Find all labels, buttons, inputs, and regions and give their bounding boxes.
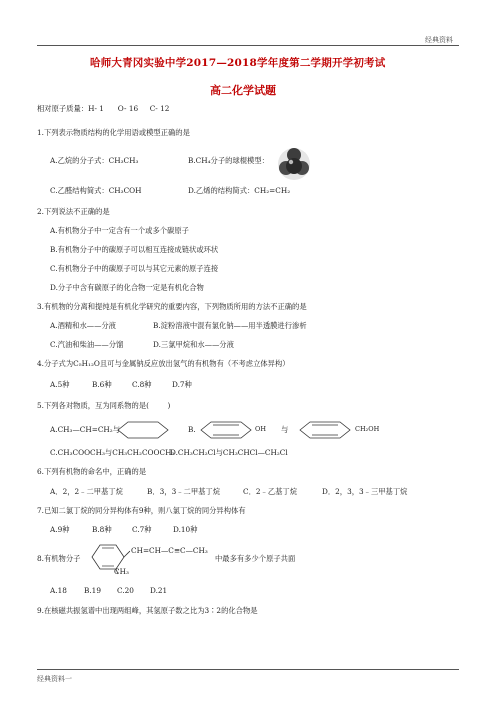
question-2-option-c: C.有机物分子中的碳原子可以与其它元素的原子连接 xyxy=(50,264,219,273)
footer-rule xyxy=(37,669,459,670)
benzyl-ch2oh-label: CH₂OH xyxy=(355,425,380,433)
footer-label: 经典资料一 xyxy=(37,675,72,683)
question-3-option-a: A.酒精和水——分液 xyxy=(50,321,116,330)
question-3-option-d: D.三氯甲烷和水——分液 xyxy=(153,340,234,349)
question-2-option-d: D.分子中含有碳原子的化合物一定是有机化合物 xyxy=(50,283,204,292)
q8-methyl-group: CH₃ xyxy=(114,567,129,576)
question-3-stem: 3.有机物的分离和提纯是有机化学研究的重要内容，下列物质所用的方法不正确的是 xyxy=(37,302,307,311)
question-8-stem-suffix: 中最多有多少个原子共面 xyxy=(215,554,296,563)
header-label: 经典资料 xyxy=(425,36,453,44)
question-1-option-a: A.乙烷的分子式：CH₃CH₃ xyxy=(50,156,139,165)
atomic-mass-line: 相对原子质量：H- 1 O- 16 C- 12 xyxy=(37,104,170,113)
question-7-option-a: A.9种 xyxy=(50,525,70,534)
question-4-stem: 4.分子式为C₅H₁₂O且可与金属钠反应放出氢气的有机物有（不考虑立体异构） xyxy=(37,359,290,368)
question-2-option-b: B.有机物分子中的碳原子可以相互连接成链状或环状 xyxy=(50,245,219,254)
question-8-stem-prefix: 8.有机物分子 xyxy=(37,554,81,563)
question-6-stem: 6.下列有机物的命名中，正确的是 xyxy=(37,467,147,476)
question-1-stem: 1.下列表示物质结构的化学用语或模型正确的是 xyxy=(37,128,190,137)
cyclohexane-structure xyxy=(116,420,170,440)
question-4-option-a: A.5种 xyxy=(50,380,70,389)
question-1-option-d: D.乙烯的结构简式：CH₂=CH₂ xyxy=(188,186,291,195)
question-2-stem: 2.下列说法不正确的是 xyxy=(37,207,110,216)
question-7-option-b: B.8种 xyxy=(92,525,112,534)
question-3-option-b: B.淀粉溶液中混有氯化钠——用半透膜进行渗析 xyxy=(153,321,307,330)
question-6-option-a: A．2，2﹣二甲基丁烷 xyxy=(50,487,123,496)
question-8-option-a: A.18 xyxy=(50,586,67,595)
ball-stick-model-image xyxy=(276,146,312,180)
exam-title: 哈师大青冈实验中学2017—2018学年度第二学期开学初考试 xyxy=(90,57,386,69)
question-5-option-b: B. xyxy=(188,425,196,434)
question-3-option-c: C.汽油和柴油——分馏 xyxy=(50,340,124,349)
question-4-option-d: D.7种 xyxy=(172,380,192,389)
model-highlight xyxy=(289,160,293,164)
question-5-stem: 5.下列各对物质，互为同系物的是( ) xyxy=(37,401,171,410)
model-atom-center xyxy=(286,158,302,174)
question-4-option-c: C.8种 xyxy=(132,380,152,389)
question-6-option-c: C．2﹣乙基丁烷 xyxy=(243,487,298,496)
question-8-option-d: D.21 xyxy=(150,586,168,595)
question-2-option-a: A.有机物分子中一定含有一个或多个碳原子 xyxy=(50,226,189,235)
benzyl-alcohol-structure xyxy=(298,420,352,440)
question-1-option-b: B.CH₄分子的球棍模型： xyxy=(188,156,269,165)
question-8-option-c: C.20 xyxy=(117,586,134,595)
question-1-option-c: C.乙醛结构简式：CH₃COH xyxy=(50,186,142,195)
phenol-oh-label: OH xyxy=(255,425,266,433)
question-9-stem: 9.在核磁共振氢谱中出现两组峰，其氢原子数之比为3∶2的化合物是 xyxy=(37,606,258,615)
question-5-option-a: A.CH₃—CH=CH₂与 xyxy=(50,425,120,434)
question-7-stem: 7.已知二氯丁烷的同分异构体有9种，则八氯丁烷的同分异构体有 xyxy=(37,506,246,515)
question-5-b-with: 与 xyxy=(281,425,289,434)
q8-side-chain: CH=CH—C≡C—CH₃ xyxy=(131,546,208,555)
question-6-option-d: D．2，3，3﹣三甲基丁烷 xyxy=(322,487,408,496)
exam-subtitle: 高二化学试题 xyxy=(210,84,276,97)
question-7-option-d: D.10种 xyxy=(173,525,198,534)
question-7-option-c: C.7种 xyxy=(132,525,152,534)
phenol-structure xyxy=(199,420,253,440)
question-6-option-b: B．3，3﹣二甲基丁烷 xyxy=(147,487,221,496)
header-rule xyxy=(37,45,459,46)
question-5-option-d: D.CH₃CH₂Cl与CH₃CHCl—CH₂Cl xyxy=(170,448,288,457)
question-4-option-b: B.6种 xyxy=(92,380,112,389)
question-5-option-c: C.CH₃COOCH₃与CH₃CH₂COOCH₃ xyxy=(50,448,175,457)
question-8-option-b: B.19 xyxy=(84,586,101,595)
